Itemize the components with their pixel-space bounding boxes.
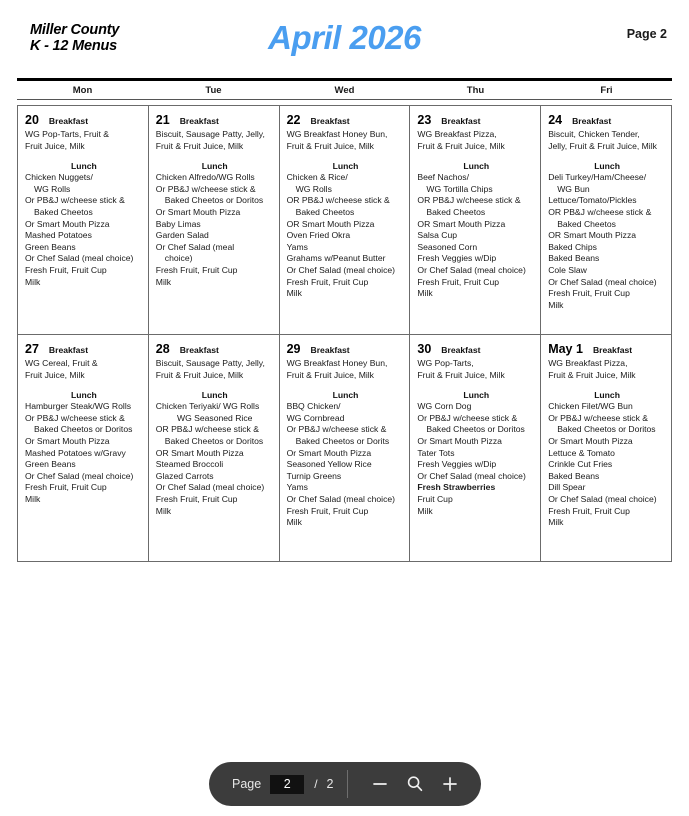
breakfast-item: WG Cereal, Fruit & bbox=[25, 358, 98, 368]
lunch-item: Beef Nachos/ bbox=[417, 172, 469, 183]
lunch-item: Salsa Cup bbox=[417, 230, 458, 241]
meal-spacer bbox=[25, 381, 143, 390]
calendar-grid bbox=[17, 105, 672, 562]
lunch-item: Dill Spear bbox=[548, 482, 586, 493]
breakfast-label: Breakfast bbox=[48, 345, 89, 355]
calendar-day-cell bbox=[149, 106, 280, 335]
breakfast-item: Biscuit, Sausage Patty, Jelly, bbox=[155, 129, 265, 139]
day-cell-header bbox=[287, 342, 405, 356]
lunch-item: Or Chef Salad (meal bbox=[155, 241, 235, 252]
weekday-header-fri: Fri bbox=[600, 84, 613, 96]
lunch-item: Or Smart Mouth Pizza bbox=[286, 447, 372, 458]
lunch-item: Fresh Fruit, Fruit Cup bbox=[155, 264, 238, 275]
lunch-item: WG Corn Dog bbox=[417, 401, 472, 412]
lunch-item: Milk bbox=[417, 505, 433, 516]
day-number: 30 bbox=[417, 342, 432, 356]
lunch-item: Baked Cheetos bbox=[557, 218, 616, 229]
lunch-item: Yams bbox=[286, 482, 308, 493]
calendar-day-cell bbox=[410, 335, 541, 562]
lunch-item: Baked Cheetos or Doritos bbox=[34, 424, 133, 435]
meal-spacer bbox=[287, 381, 405, 390]
lunch-item: Or Chef Salad (meal choice) bbox=[286, 264, 396, 275]
lunch-item: Chicken & Rice/ bbox=[286, 172, 348, 183]
zoom-in-icon[interactable] bbox=[437, 771, 463, 797]
breakfast-label: Breakfast bbox=[310, 116, 350, 126]
lunch-item: Or PB&J w/cheese stick & bbox=[25, 412, 125, 423]
lunch-item: Baked Cheetos or Doritos bbox=[426, 424, 525, 435]
lunch-item: Lettuce/Tomato/Pickles bbox=[548, 195, 637, 206]
weekday-header-mon: Mon bbox=[72, 84, 93, 96]
lunch-item: Steamed Broccoli bbox=[155, 459, 224, 470]
meal-spacer bbox=[548, 381, 666, 390]
lunch-item: Baked Cheetos bbox=[295, 206, 355, 217]
lunch-item: Mashed Potatoes w/Gravy bbox=[25, 447, 126, 458]
lunch-item: Or Chef Salad (meal choice) bbox=[25, 253, 134, 264]
lunch-item: Milk bbox=[548, 299, 564, 310]
lunch-item: Milk bbox=[548, 517, 564, 528]
lunch-item: Fresh Fruit, Fruit Cup bbox=[155, 493, 238, 504]
breakfast-item: WG Pop-Tarts, bbox=[417, 358, 474, 368]
brand-line-2: K - 12 Menus bbox=[30, 38, 118, 54]
breakfast-item: Fruit & Fruit Juice, Milk bbox=[548, 369, 636, 380]
breakfast-item: Fruit & Fruit Juice, Milk bbox=[286, 369, 374, 380]
lunch-item: Or PB&J w/cheese stick & bbox=[417, 412, 518, 423]
breakfast-item: Fruit Juice, Milk bbox=[25, 140, 85, 151]
lunch-item: Or Chef Salad (meal choice) bbox=[548, 493, 657, 504]
lunch-item: WG Seasoned Rice bbox=[176, 412, 253, 423]
lunch-item: Milk bbox=[25, 276, 41, 287]
lunch-item: Hamburger Steak/WG Rolls bbox=[25, 401, 132, 412]
lunch-label: Lunch bbox=[332, 161, 359, 172]
lunch-label: Lunch bbox=[463, 390, 490, 401]
document-header bbox=[0, 0, 689, 72]
breakfast-item: Biscuit, Chicken Tender, bbox=[548, 129, 640, 139]
lunch-label: Lunch bbox=[463, 161, 490, 172]
breakfast-label: Breakfast bbox=[441, 345, 481, 355]
lunch-label: Lunch bbox=[71, 161, 97, 172]
lunch-item: Fresh Strawberries bbox=[417, 482, 496, 493]
lunch-item: Turnip Greens bbox=[286, 470, 342, 481]
calendar-week-row bbox=[18, 106, 672, 335]
calendar-day-cell bbox=[280, 106, 411, 335]
meal-spacer bbox=[417, 381, 535, 390]
lunch-item: OR Smart Mouth Pizza bbox=[417, 218, 506, 229]
calendar-day-cell bbox=[18, 106, 149, 335]
day-number: May 1 bbox=[548, 342, 583, 356]
lunch-item: Or Chef Salad (meal choice) bbox=[25, 470, 134, 481]
lunch-item: Chicken Filet/WG Bun bbox=[548, 401, 633, 412]
lunch-item: Or Smart Mouth Pizza bbox=[25, 218, 110, 229]
day-cell-header bbox=[25, 342, 143, 356]
lunch-item: Or Smart Mouth Pizza bbox=[25, 435, 110, 446]
lunch-item: Baked Chips bbox=[548, 241, 597, 252]
lunch-item: Or PB&J w/cheese stick & bbox=[25, 195, 125, 206]
breakfast-item: WG Pop-Tarts, Fruit & bbox=[25, 129, 110, 139]
lunch-item: choice) bbox=[164, 253, 193, 264]
day-cell-header bbox=[548, 342, 666, 356]
breakfast-item: WG Breakfast Pizza, bbox=[417, 129, 497, 139]
breakfast-item: Biscuit, Sausage Patty, Jelly, bbox=[155, 358, 265, 368]
lunch-item: Fresh Fruit, Fruit Cup bbox=[286, 276, 369, 287]
meal-spacer bbox=[287, 152, 405, 161]
meal-spacer bbox=[417, 152, 535, 161]
lunch-item: Baked Cheetos bbox=[426, 206, 486, 217]
lunch-item: OR PB&J w/cheese stick & bbox=[155, 424, 259, 435]
lunch-item: Or Chef Salad (meal choice) bbox=[548, 276, 657, 287]
zoom-control-group bbox=[348, 771, 481, 797]
breakfast-item: Fruit & Fruit Juice, Milk bbox=[155, 369, 244, 380]
weekday-header-tue: Tue bbox=[205, 84, 222, 96]
breakfast-item: Fruit & Fruit Juice, Milk bbox=[417, 369, 505, 380]
page-number-label: Page 2 bbox=[626, 27, 667, 41]
lunch-item: OR PB&J w/cheese stick & bbox=[417, 195, 521, 206]
breakfast-label: Breakfast bbox=[179, 345, 219, 355]
lunch-item: Crinkle Cut Fries bbox=[548, 459, 613, 470]
calendar-day-cell bbox=[541, 335, 672, 562]
lunch-item: Lettuce & Tomato bbox=[548, 447, 615, 458]
menu-calendar bbox=[17, 78, 672, 562]
lunch-item: Baked Beans bbox=[548, 470, 600, 481]
breakfast-label: Breakfast bbox=[441, 116, 481, 126]
lunch-item: Milk bbox=[417, 288, 433, 299]
lunch-item: Fresh Fruit, Fruit Cup bbox=[25, 482, 107, 493]
lunch-item: Baked Cheetos or Doritos bbox=[164, 435, 264, 446]
lunch-item: Seasoned Yellow Rice bbox=[286, 459, 372, 470]
calendar-day-cell bbox=[410, 106, 541, 335]
lunch-item: Or Chef Salad (meal choice) bbox=[286, 493, 396, 504]
meal-spacer bbox=[156, 152, 274, 161]
breakfast-label: Breakfast bbox=[310, 345, 350, 355]
lunch-item: Baked Cheetos or Doritos bbox=[557, 424, 656, 435]
lunch-item: Or Chef Salad (meal choice) bbox=[155, 482, 265, 493]
meal-spacer bbox=[25, 152, 143, 161]
breakfast-item: Fruit & Fruit Juice, Milk bbox=[155, 140, 244, 151]
day-number: 20 bbox=[25, 113, 39, 127]
page-navigation-control bbox=[209, 775, 345, 794]
day-cell-header bbox=[156, 342, 274, 356]
breakfast-item: Fruit & Fruit Juice, Milk bbox=[286, 140, 374, 151]
lunch-item: Grahams w/Peanut Butter bbox=[286, 253, 386, 264]
weekday-header-row bbox=[17, 78, 672, 100]
lunch-item: Milk bbox=[286, 517, 302, 528]
day-number: 27 bbox=[25, 342, 39, 356]
lunch-item: Milk bbox=[286, 288, 302, 299]
lunch-item: Chicken Alfredo/WG Rolls bbox=[155, 172, 255, 183]
lunch-item: Fresh Fruit, Fruit Cup bbox=[25, 264, 107, 275]
calendar-day-cell bbox=[18, 335, 149, 562]
day-cell-header bbox=[548, 113, 666, 127]
day-cell-header bbox=[25, 113, 143, 127]
day-cell-header bbox=[287, 113, 405, 127]
lunch-item: Baked Cheetos or Dorits bbox=[295, 435, 390, 446]
lunch-item: Milk bbox=[155, 505, 172, 516]
lunch-label: Lunch bbox=[594, 390, 620, 401]
lunch-item: Green Beans bbox=[25, 241, 76, 252]
lunch-item: OR Smart Mouth Pizza bbox=[155, 447, 244, 458]
pdf-viewer-toolbar bbox=[209, 762, 481, 806]
lunch-item: Tater Tots bbox=[417, 447, 455, 458]
lunch-item: Baked Cheetos or Doritos bbox=[164, 195, 264, 206]
lunch-item: Mashed Potatoes bbox=[25, 230, 92, 241]
lunch-item: Or Chef Salad (meal choice) bbox=[417, 470, 526, 481]
lunch-item: Fruit Cup bbox=[417, 493, 453, 504]
lunch-item: Yams bbox=[286, 241, 308, 252]
day-cell-header bbox=[417, 342, 535, 356]
lunch-item: Or PB&J w/cheese stick & bbox=[155, 183, 256, 194]
lunch-label: Lunch bbox=[201, 390, 228, 401]
zoom-out-icon[interactable] bbox=[367, 771, 393, 797]
lunch-item: Glazed Carrots bbox=[155, 470, 214, 481]
lunch-item: Deli Turkey/Ham/Cheese/ bbox=[548, 172, 647, 183]
meal-spacer bbox=[548, 152, 666, 161]
lunch-item: WG Rolls bbox=[34, 183, 71, 194]
breakfast-label: Breakfast bbox=[48, 116, 89, 126]
weekday-header-wed: Wed bbox=[334, 84, 355, 96]
calendar-day-cell bbox=[541, 106, 672, 335]
page-title: April 2026 bbox=[268, 19, 421, 56]
lunch-item: WG Rolls bbox=[295, 183, 332, 194]
total-pages-label: 2 bbox=[326, 777, 334, 791]
lunch-item: Chicken Nuggets/ bbox=[25, 172, 93, 183]
breakfast-item: WG Breakfast Honey Bun, bbox=[286, 358, 388, 368]
lunch-item: Fresh Fruit, Fruit Cup bbox=[417, 276, 500, 287]
breakfast-label: Breakfast bbox=[179, 116, 219, 126]
lunch-item: Baked Cheetos bbox=[34, 206, 93, 217]
calendar-week-row bbox=[18, 335, 672, 562]
calendar-day-cell bbox=[149, 335, 280, 562]
lunch-label: Lunch bbox=[332, 390, 359, 401]
brand-line-1: Miller County bbox=[30, 22, 120, 38]
breakfast-label: Breakfast bbox=[572, 116, 612, 126]
lunch-item: Fresh Fruit, Fruit Cup bbox=[548, 288, 630, 299]
lunch-item: OR PB&J w/cheese stick & bbox=[286, 195, 390, 206]
day-cell-header bbox=[156, 113, 274, 127]
lunch-item: Milk bbox=[155, 276, 172, 287]
lunch-item: Baked Beans bbox=[548, 253, 600, 264]
page-word-label: Page bbox=[232, 777, 262, 791]
lunch-item: Or Smart Mouth Pizza bbox=[417, 435, 502, 446]
lunch-label: Lunch bbox=[71, 390, 97, 401]
lunch-item: Fresh Fruit, Fruit Cup bbox=[548, 505, 630, 516]
lunch-item: OR PB&J w/cheese stick & bbox=[548, 206, 652, 217]
meal-spacer bbox=[156, 381, 274, 390]
day-number: 23 bbox=[417, 113, 432, 127]
lunch-item: Fresh Fruit, Fruit Cup bbox=[286, 505, 369, 516]
lunch-item: Baby Limas bbox=[155, 218, 201, 229]
lunch-item: Green Beans bbox=[25, 459, 76, 470]
day-number: 24 bbox=[548, 113, 563, 127]
day-number: 21 bbox=[155, 113, 170, 127]
lunch-item: OR Smart Mouth Pizza bbox=[286, 218, 375, 229]
lunch-item: OR Smart Mouth Pizza bbox=[548, 230, 637, 241]
lunch-item: BBQ Chicken/ bbox=[286, 401, 341, 412]
day-number: 22 bbox=[286, 113, 301, 127]
lunch-item: WG Tortilla Chips bbox=[426, 183, 493, 194]
lunch-item: Or Chef Salad (meal choice) bbox=[417, 264, 526, 275]
lunch-item: Or Smart Mouth Pizza bbox=[155, 206, 241, 217]
lunch-item: Garden Salad bbox=[155, 230, 209, 241]
lunch-item: Or Smart Mouth Pizza bbox=[548, 435, 633, 446]
calendar-day-cell bbox=[280, 335, 411, 562]
breakfast-label: Breakfast bbox=[592, 345, 633, 355]
lunch-item: Fresh Veggies w/Dip bbox=[417, 253, 497, 264]
breakfast-item: WG Breakfast Pizza, bbox=[548, 358, 628, 368]
breakfast-item: Fruit & Fruit Juice, Milk bbox=[417, 140, 505, 151]
page-number-input[interactable] bbox=[270, 775, 304, 794]
day-number: 28 bbox=[155, 342, 170, 356]
lunch-label: Lunch bbox=[594, 161, 620, 172]
weekday-header-thu: Thu bbox=[466, 84, 485, 96]
lunch-item: Oven Fried Okra bbox=[286, 230, 351, 241]
day-number: 29 bbox=[286, 342, 301, 356]
lunch-item: Seasoned Corn bbox=[417, 241, 478, 252]
lunch-item: Or PB&J w/cheese stick & bbox=[286, 424, 387, 435]
lunch-item: Fresh Veggies w/Dip bbox=[417, 459, 497, 470]
lunch-label: Lunch bbox=[201, 161, 228, 172]
lunch-item: WG Bun bbox=[557, 183, 590, 194]
lunch-item: Milk bbox=[25, 493, 41, 504]
breakfast-item: Fruit Juice, Milk bbox=[25, 369, 85, 380]
magnifier-icon[interactable] bbox=[402, 771, 428, 797]
page-separator: / bbox=[314, 777, 318, 791]
lunch-item: Chicken Teriyaki/ WG Rolls bbox=[155, 401, 260, 412]
day-cell-header bbox=[417, 113, 535, 127]
breakfast-item: WG Breakfast Honey Bun, bbox=[286, 129, 388, 139]
lunch-item: WG Cornbread bbox=[286, 412, 345, 423]
lunch-item: Or PB&J w/cheese stick & bbox=[548, 412, 649, 423]
lunch-item: Cole Slaw bbox=[548, 264, 587, 275]
breakfast-item: Jelly, Fruit & Fruit Juice, Milk bbox=[548, 140, 657, 151]
